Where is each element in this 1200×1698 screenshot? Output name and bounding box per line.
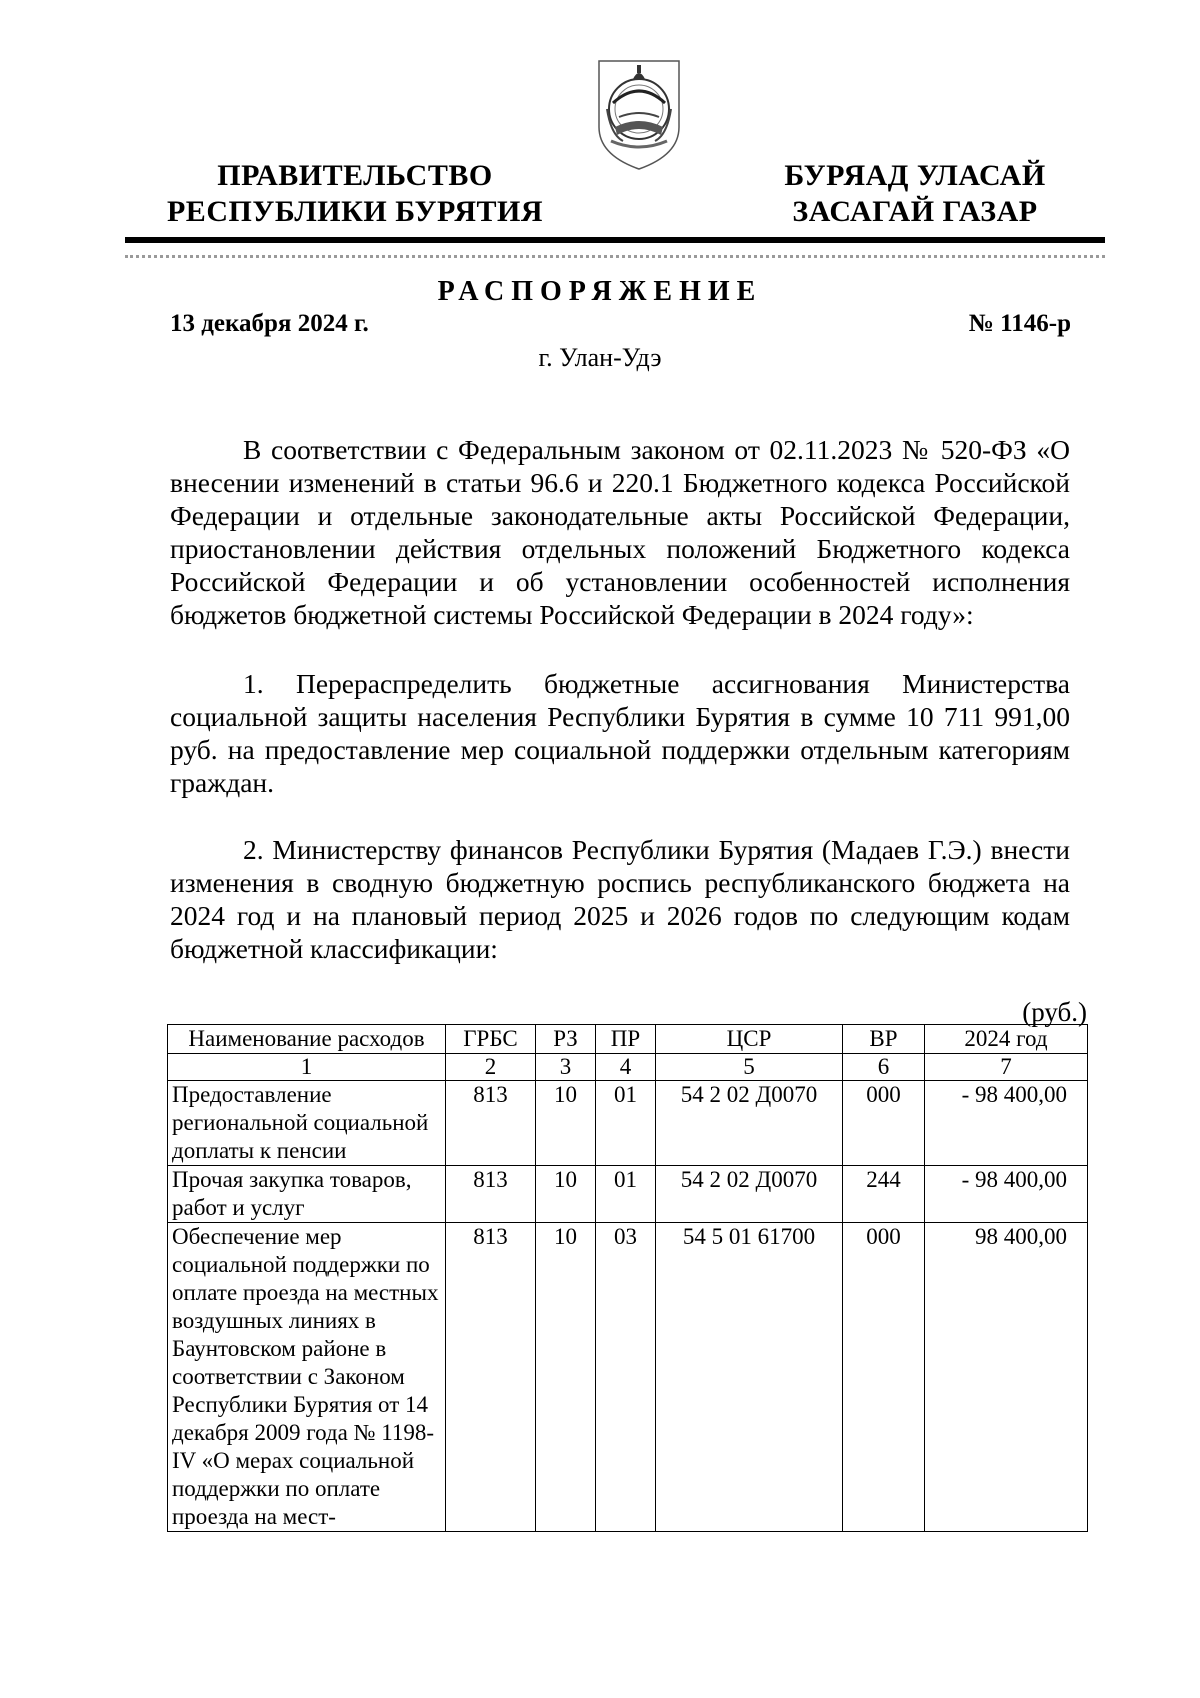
table-cell-grbs: 813 — [446, 1081, 536, 1166]
table-cell-rz: 10 — [536, 1166, 596, 1223]
table-cell-amount: - 98 400,00 — [925, 1081, 1088, 1166]
table-header-row — [168, 1025, 1088, 1054]
org-name-russian — [150, 158, 560, 230]
column-number: 2 — [446, 1054, 536, 1081]
column-number-row — [168, 1054, 1088, 1081]
table-row — [168, 1081, 1088, 1166]
item-1-paragraph: 1. Перераспределить бюджетные ассигнования Министерства социальной защиты населения Республики Бурятия в сумме 10 711 991,00 руб. на предоставление мер социальной поддержки отдельным категориям граждан. — [170, 668, 1070, 798]
header-vr: ВР — [843, 1025, 925, 1054]
table-row — [168, 1166, 1088, 1223]
header-divider-dotted — [125, 255, 1105, 258]
table-cell-amount: 98 400,00 — [925, 1223, 1088, 1532]
column-number: 3 — [536, 1054, 596, 1081]
org-name-buryat-line2: ЗАСАГАЙ ГАЗАР — [792, 195, 1038, 228]
org-name-buryat — [760, 158, 1070, 230]
column-number: 5 — [656, 1054, 843, 1081]
column-number: 7 — [925, 1054, 1088, 1081]
org-name-russian-line1: ПРАВИТЕЛЬСТВО — [217, 159, 493, 192]
table-cell-csr: 54 2 02 Д0070 — [656, 1081, 843, 1166]
table-cell-pr: 03 — [596, 1223, 656, 1532]
table-cell-vr: 000 — [843, 1223, 925, 1532]
header-2024: 2024 год — [925, 1025, 1088, 1054]
header-name: Наименование расходов — [168, 1025, 446, 1054]
document-city: г. Улан-Удэ — [538, 343, 662, 372]
column-number: 4 — [596, 1054, 656, 1081]
table-cell-csr: 54 2 02 Д0070 — [656, 1166, 843, 1223]
table-cell-vr: 000 — [843, 1081, 925, 1166]
header-grbs: ГРБС — [446, 1025, 536, 1054]
org-name-buryat-line1: БУРЯАД УЛАСАЙ — [784, 159, 1046, 192]
document-number: № 1146-р — [968, 310, 1071, 337]
table-cell-rz: 10 — [536, 1081, 596, 1166]
table-cell-amount: - 98 400,00 — [925, 1166, 1088, 1223]
table-cell-vr: 244 — [843, 1166, 925, 1223]
table-cell-csr: 54 5 01 61700 — [656, 1223, 843, 1532]
item-2-paragraph: 2. Министерству финансов Республики Бурятия (Мадаев Г.Э.) внести изменения в сводную бюджетную роспись республиканского бюджета на 2024 год и на плановый период 2025 и 2026 годов по следующим кодам бюджетной классификации: — [170, 834, 1070, 964]
table-cell-name: Прочая закупка товаров, работ и услуг — [168, 1166, 446, 1223]
table-row — [168, 1223, 1088, 1532]
column-number: 1 — [168, 1054, 446, 1081]
budget-table — [167, 1024, 1088, 1532]
table-cell-name: Предоставление региональной социальной доплаты к пенсии — [168, 1081, 446, 1166]
table-cell-grbs: 813 — [446, 1166, 536, 1223]
header-rz: РЗ — [536, 1025, 596, 1054]
column-number: 6 — [843, 1054, 925, 1081]
table-cell-pr: 01 — [596, 1166, 656, 1223]
document-date: 13 декабря 2024 г. — [170, 310, 369, 337]
header-divider-thick — [125, 237, 1105, 243]
table-cell-grbs: 813 — [446, 1223, 536, 1532]
header-csr: ЦСР — [656, 1025, 843, 1054]
table-units: (руб.) — [1022, 997, 1087, 1027]
org-name-russian-line2: РЕСПУБЛИКИ БУРЯТИЯ — [166, 195, 544, 228]
table-cell-pr: 01 — [596, 1081, 656, 1166]
table-cell-rz: 10 — [536, 1223, 596, 1532]
header-pr: ПР — [596, 1025, 656, 1054]
document-title: РАСПОРЯЖЕНИЕ — [437, 276, 763, 307]
table-cell-name: Обеспечение мер социальной поддержки по оплате проезда на местных воздушных линиях в Баунтовском районе в соответствии с Законом Республики Бурятия от 14 декабря 2009 года № 1198-IV «О мерах социальной поддержки по оплате проезда на мест- — [168, 1223, 446, 1532]
intro-paragraph: В соответствии с Федеральным законом от 02.11.2023 № 520-ФЗ «О внесении изменений в статьи 96.6 и 220.1 Бюджетного кодекса Российской Федерации и отдельные законодательные акты Российской Федерации, приостановлении действия отдельных положений Бюджетного кодекса Российской Федерации и об установлении особенностей исполнения бюджетов бюджетной системы Российской Федерации в 2024 году»: — [170, 434, 1070, 630]
coat-of-arms-icon — [593, 57, 685, 173]
